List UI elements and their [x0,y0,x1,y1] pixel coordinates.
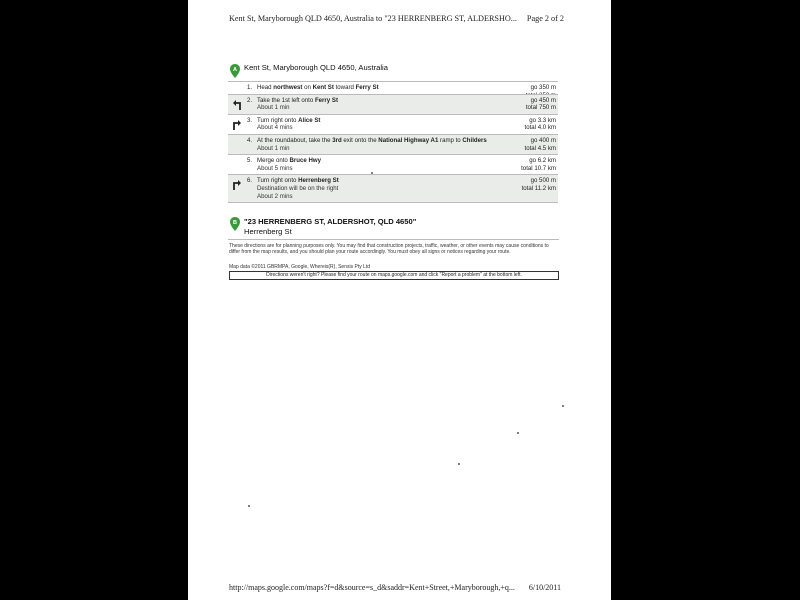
step-number: 6. [247,177,253,185]
step-go-distance: go 6.2 km [529,157,556,165]
step-number: 4. [247,136,253,144]
divider [228,239,559,240]
step-instruction: Turn right onto Herrenberg St [257,177,339,185]
direction-step [228,81,558,94]
turn-right-icon [232,118,242,130]
direction-step [228,94,558,114]
step-total-distance: total 10.7 km [521,164,556,172]
scan-speck [248,505,250,507]
step-instruction: At the roundabout, take the 3rd exit onto the National Highway A1 ramp to Childers [257,136,487,144]
step-instruction: Head northwest on Kent St toward Ferry St [257,84,379,91]
step-duration: About 5 mins [257,164,293,172]
step-instruction: Merge onto Bruce Hwy [257,157,322,165]
page-number: Page 2 of 2 [526,14,564,23]
direction-step [228,154,558,174]
map-data-credit: Map data ©2011 GBRMPA, Google, Whereis(R), Sensis Pty Ltd [229,264,371,270]
scan-speck [458,463,460,465]
footer-date: 6/10/2011 [528,583,561,592]
start-marker-icon [230,64,240,78]
report-problem-notice: Directions weren't right? Please find your route on maps.google.com and click "Report a problem" at the bottom left. [229,271,559,280]
step-total-distance: total 4.5 km [524,144,556,152]
step-number: 1. [247,84,253,91]
step-go-distance: go 350 m [530,84,556,91]
directions-list-end [228,202,558,203]
step-instruction: Take the 1st left onto Ferry St [257,96,338,104]
scan-speck [517,432,519,434]
scan-speck [562,405,564,407]
direction-step [228,134,558,154]
step-number: 5. [247,157,253,165]
end-marker-letter: B [233,220,237,226]
step-go-distance: go 3.3 km [529,116,556,124]
step-duration: About 4 mins [257,124,293,132]
step-duration: Destination will be on the right About 2 mins [257,184,339,200]
step-number: 3. [247,116,253,124]
step-number: 2. [247,96,253,104]
step-duration: About 1 min [257,104,290,112]
start-marker-letter: A [233,67,237,73]
footer-url: http://maps.google.com/maps?f=d&source=s_d&saddr=Kent+Street,+Maryborough,+q... [229,583,515,592]
end-street: Herrenberg St [244,227,292,236]
page-header-title: Kent St, Maryborough QLD 4650, Australia to "23 HERRENBERG ST, ALDERSHO... [229,14,517,23]
printed-page [188,0,611,600]
step-total-distance: total 11.2 km [521,184,556,192]
turn-right-icon [232,178,242,190]
direction-step [228,174,558,202]
disclaimer-text: These directions are for planning purposes only. You may find that construction projects, traffic, weather, or other events may cause conditions to differ from the map results, and you should plan your route accordingly. You must obey all signs or notices regarding your route. [229,243,549,256]
direction-step [228,114,558,134]
turn-left-icon [232,98,242,110]
end-marker-icon [230,217,240,231]
step-total-distance: total 750 m [525,104,556,112]
step-go-distance: go 500 m [530,177,556,185]
end-address: "23 HERRENBERG ST, ALDERSHOT, QLD 4650" [244,217,417,226]
step-instruction: Turn right onto Alice St [257,116,321,124]
step-go-distance: go 400 m [530,136,556,144]
step-go-distance: go 450 m [530,96,556,104]
start-address: Kent St, Maryborough QLD 4650, Australia [244,63,388,72]
step-total-distance: total 4.0 km [524,124,556,132]
step-duration: About 1 min [257,144,290,152]
scan-speck [371,172,373,174]
directions-list [228,81,558,203]
